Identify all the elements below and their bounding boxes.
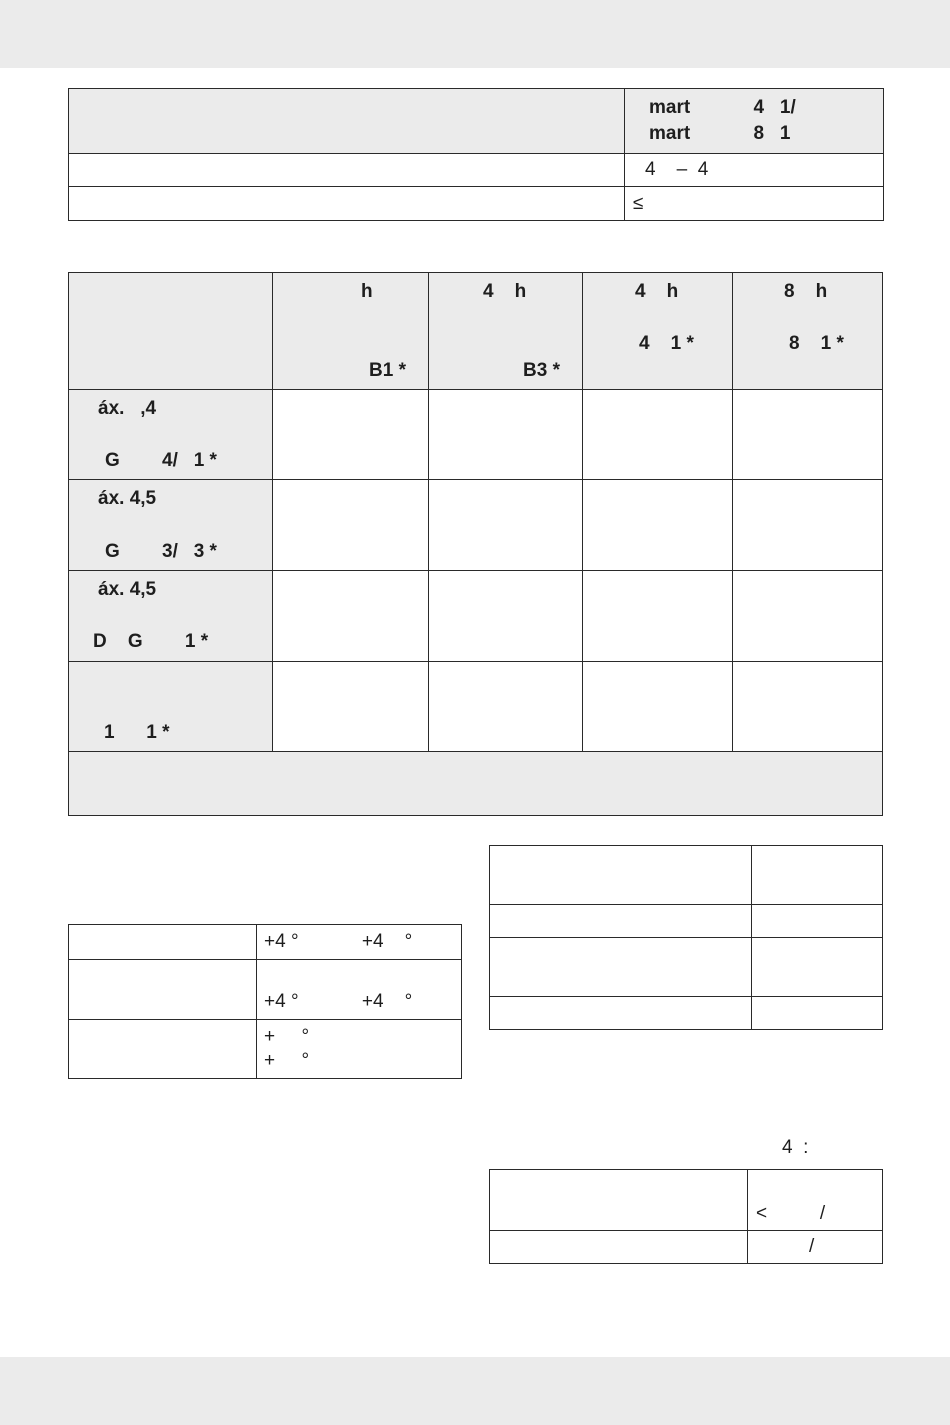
info-cell — [490, 938, 752, 997]
battery-header-2 — [429, 273, 583, 390]
battery-cell — [583, 390, 733, 480]
spec-header-value-cell — [625, 89, 884, 154]
battery-header-1-line3: B1 * — [369, 360, 406, 381]
battery-row-3-line2: D G 1 * — [93, 631, 209, 652]
battery-corner-cell — [69, 273, 273, 390]
battery-header-3-line2: 4 1 * — [639, 333, 694, 354]
info-cell — [752, 938, 883, 997]
battery-cell — [273, 390, 429, 480]
battery-cell — [583, 571, 733, 662]
small-row2-value: / — [809, 1236, 815, 1257]
battery-row-3-label — [69, 571, 273, 662]
battery-cell — [733, 662, 883, 752]
temp-row2-value-cell — [257, 960, 462, 1020]
battery-header-2-line1: 4 h — [483, 281, 527, 302]
battery-table — [68, 272, 883, 816]
battery-header-2-line3: B3 * — [523, 360, 560, 381]
spec-row3-value: ≤ — [633, 193, 644, 214]
spec-header-label-cell — [69, 89, 625, 154]
battery-row-4-line2: 1 1 * — [104, 722, 170, 743]
battery-header-4-line1: 8 h — [784, 281, 828, 302]
temp-row3-label — [69, 1020, 257, 1079]
info-cell — [490, 905, 752, 938]
spec-header-line-1: mart 4 1/ — [649, 97, 796, 118]
temp-row3-value-cell — [257, 1020, 462, 1079]
battery-row-2-line1: áx. 4,5 — [98, 488, 157, 509]
bottom-band — [0, 1357, 950, 1425]
temp-row2-value: +4 ° +4 ° — [264, 991, 413, 1012]
battery-cell — [583, 662, 733, 752]
battery-cell — [733, 480, 883, 571]
battery-cell — [583, 480, 733, 571]
spec-row3-value-cell — [625, 187, 884, 221]
battery-row-1-line1: áx. ,4 — [98, 398, 157, 419]
battery-header-1-line1: h — [361, 281, 373, 302]
battery-footnote-row — [69, 752, 883, 816]
battery-row-3-line1: áx. 4,5 — [98, 579, 157, 600]
charge-note: 4 : — [782, 1137, 809, 1158]
right-info-table — [489, 845, 883, 1030]
small-row1-label — [490, 1170, 748, 1231]
temp-row1-value: +4 ° +4 ° — [264, 931, 413, 952]
battery-header-4-line2: 8 1 * — [789, 333, 844, 354]
small-row2-value-cell — [748, 1231, 883, 1264]
battery-cell — [429, 571, 583, 662]
temp-row2-label — [69, 960, 257, 1020]
spec-row2-value: 4 – 4 — [645, 159, 709, 180]
spec-row2-label-cell — [69, 154, 625, 187]
battery-row-1-label — [69, 390, 273, 480]
top-band — [0, 0, 950, 68]
spec-table — [68, 88, 884, 221]
battery-cell — [273, 571, 429, 662]
small-row2-label — [490, 1231, 748, 1264]
battery-cell — [273, 480, 429, 571]
battery-header-4 — [733, 273, 883, 390]
battery-cell — [733, 571, 883, 662]
right-small-table — [489, 1169, 883, 1264]
battery-row-4-label — [69, 662, 273, 752]
battery-row-2-label — [69, 480, 273, 571]
small-row1-value-cell — [748, 1170, 883, 1231]
battery-header-3-line1: 4 h — [635, 281, 679, 302]
battery-cell — [273, 662, 429, 752]
info-cell — [752, 846, 883, 905]
battery-cell — [429, 480, 583, 571]
info-cell — [490, 846, 752, 905]
temp-row1-value-cell — [257, 925, 462, 960]
small-row1-value: < / — [756, 1203, 826, 1224]
spec-row2-value-cell — [625, 154, 884, 187]
battery-row-2-line2: G 3/ 3 * — [105, 541, 217, 562]
spec-row3-label-cell — [69, 187, 625, 221]
spec-header-line-2: mart 8 1 — [649, 123, 791, 144]
temp-row3-line2: + ° — [264, 1050, 310, 1071]
temp-row3-line1: + ° — [264, 1026, 310, 1047]
info-cell — [490, 997, 752, 1030]
temperature-table — [68, 924, 462, 1079]
info-cell — [752, 905, 883, 938]
battery-header-3 — [583, 273, 733, 390]
battery-cell — [429, 662, 583, 752]
battery-row-1-line2: G 4/ 1 * — [105, 450, 217, 471]
info-cell — [752, 997, 883, 1030]
battery-cell — [429, 390, 583, 480]
battery-cell — [733, 390, 883, 480]
battery-header-1 — [273, 273, 429, 390]
temp-row1-label — [69, 925, 257, 960]
